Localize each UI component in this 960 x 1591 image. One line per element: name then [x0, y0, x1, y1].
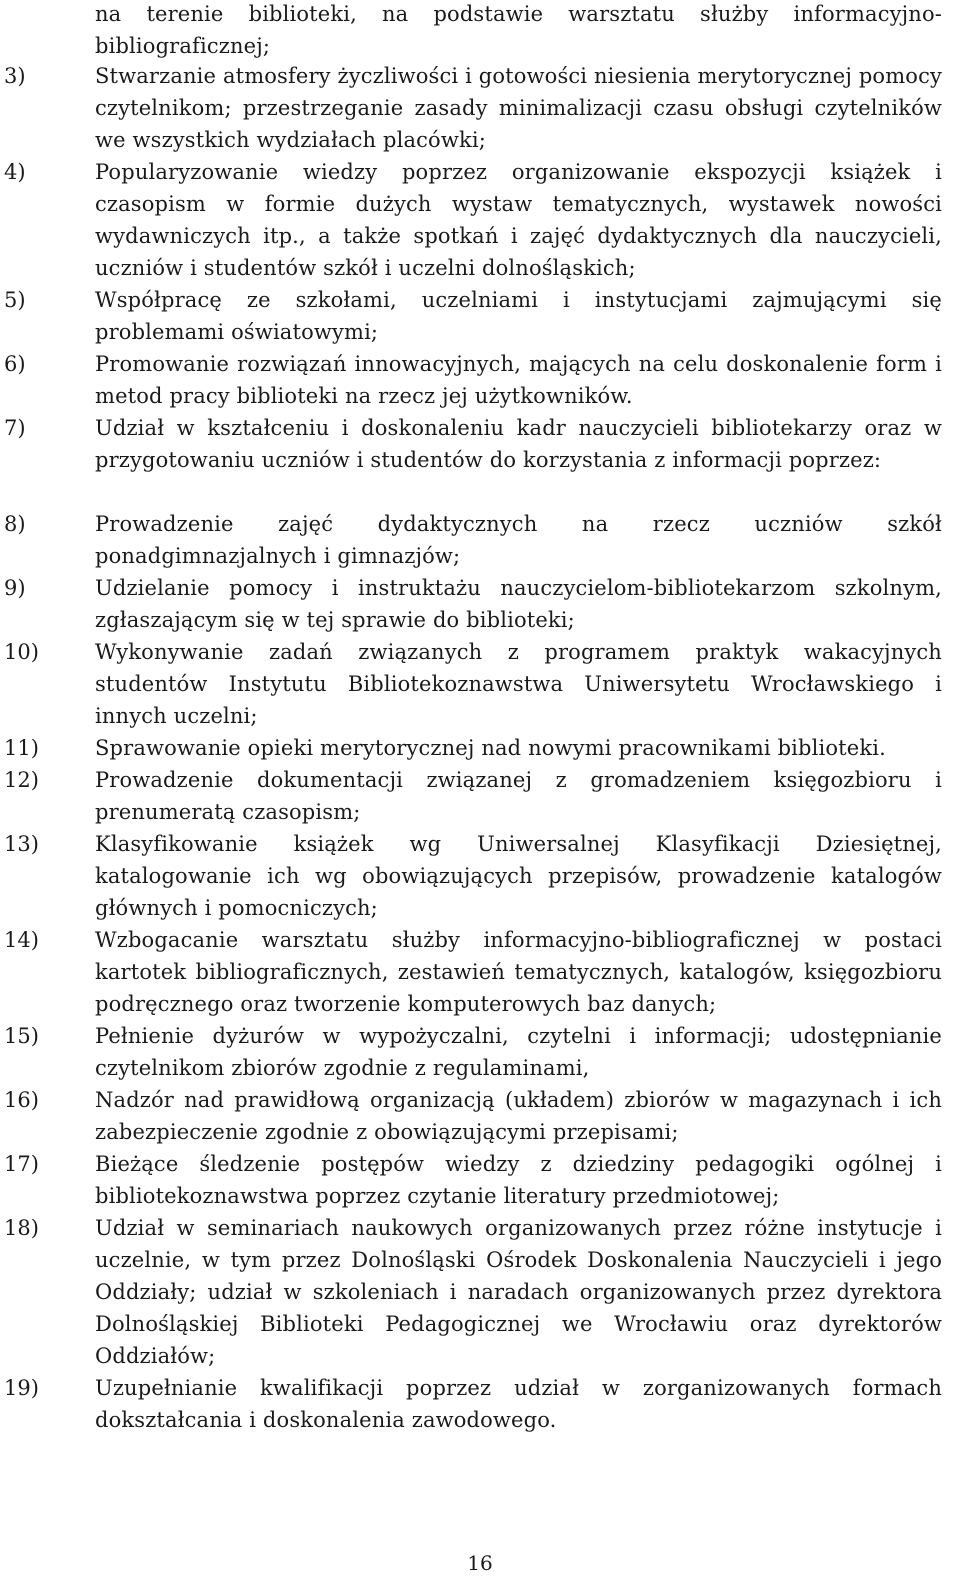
item-number: 8)	[4, 512, 26, 536]
item-text: na terenie biblioteki, na podstawie warsztatu służby informacyjno-bibliograficznej;	[95, 2, 942, 58]
item-text: Promowanie rozwiązań innowacyjnych, mających na celu doskonalenie form i metod pracy biblioteki na rzecz jej użytkowników.	[95, 352, 942, 408]
item-text: Klasyfikowanie książek wg Uniwersalnej Klasyfikacji Dziesiętnej, katalogowanie ich wg obowiązujących przepisów, prowadzenie katalogów głównych i pomocniczych;	[95, 832, 942, 920]
item-number: 18)	[4, 1216, 39, 1240]
item-text: Udzielanie pomocy i instruktażu nauczycielom-bibliotekarzom szkolnym, zgłaszającym się w tej sprawie do biblioteki;	[95, 576, 942, 632]
item-number: 11)	[4, 736, 39, 760]
item-text: Udział w seminariach naukowych organizowanych przez różne instytucje i uczelnie, w tym przez Dolnośląski Ośrodek Doskonalenia Nauczycieli i jego Oddziały; udział w szkoleniach i naradach organizowanych przez dyrektora Dolnośląskiej Biblioteki Pedagogicznej we Wrocławiu oraz dyrektorów Oddziałów;	[95, 1216, 942, 1368]
item-text: Popularyzowanie wiedzy poprzez organizowanie ekspozycji książek i czasopism w formie dużych wystaw tematycznych, wystawek nowości wydawniczych itp., a także spotkań i zajęć dydaktycznych dla nauczycieli, uczniów i studentów szkół i uczelni dolnośląskich;	[95, 160, 942, 280]
item-text: Nadzór nad prawidłową organizacją (układem) zbiorów w magazynach i ich zabezpieczenie zgodnie z obowiązującymi przepisami;	[95, 1088, 942, 1144]
item-text: Stwarzanie atmosfery życzliwości i gotowości niesienia merytorycznej pomocy czytelnikom; przestrzeganie zasady minimalizacji czasu obsługi czytelników we wszystkich wydziałach placówki;	[95, 64, 942, 152]
item-number: 6)	[4, 352, 26, 376]
item-number: 15)	[4, 1024, 39, 1048]
item-number: 7)	[4, 416, 26, 440]
item-text: Wykonywanie zadań związanych z programem praktyk wakacyjnych studentów Instytutu Bibliotekoznawstwa Uniwersytetu Wrocławskiego i innych uczelni;	[95, 640, 942, 728]
item-number: 3)	[4, 64, 26, 88]
item-number: 4)	[4, 160, 26, 184]
item-text: Bieżące śledzenie postępów wiedzy z dziedziny pedagogiki ogólnej i bibliotekoznawstwa poprzez czytanie literatury przedmiotowej;	[95, 1152, 942, 1208]
item-number: 14)	[4, 928, 39, 952]
item-text: Wzbogacanie warsztatu służby informacyjno-bibliograficznej w postaci kartotek bibliograficznych, zestawień tematycznych, katalogów, księgozbioru podręcznego oraz tworzenie komputerowych baz danych;	[95, 928, 942, 1016]
item-text: Pełnienie dyżurów w wypożyczalni, czytelni i informacji; udostępnianie czytelnikom zbiorów zgodnie z regulaminami,	[95, 1024, 942, 1080]
item-text: Prowadzenie zajęć dydaktycznych na rzecz uczniów szkół ponadgimnazjalnych i gimnazjów;	[95, 512, 942, 568]
item-text: Prowadzenie dokumentacji związanej z gromadzeniem księgozbioru i prenumeratą czasopism;	[95, 768, 942, 824]
item-number: 13)	[4, 832, 39, 856]
item-number: 9)	[4, 576, 26, 600]
item-number: 12)	[4, 768, 39, 792]
item-text: Sprawowanie opieki merytorycznej nad nowymi pracownikami biblioteki.	[95, 736, 886, 760]
item-number: 19)	[4, 1376, 39, 1400]
item-text: Uzupełnianie kwalifikacji poprzez udział w zorganizowanych formach dokształcania i doskonalenia zawodowego.	[95, 1376, 942, 1432]
item-number: 16)	[4, 1088, 39, 1112]
item-text: Współpracę ze szkołami, uczelniami i instytucjami zajmującymi się problemami oświatowymi;	[95, 288, 942, 344]
page-number: 16	[467, 1551, 493, 1575]
item-number: 10)	[4, 640, 39, 664]
item-number: 17)	[4, 1152, 39, 1176]
item-number: 5)	[4, 288, 26, 312]
item-text: Udział w kształceniu i doskonaleniu kadr nauczycieli bibliotekarzy oraz w przygotowaniu uczniów i studentów do korzystania z informacji poprzez:	[95, 416, 942, 472]
